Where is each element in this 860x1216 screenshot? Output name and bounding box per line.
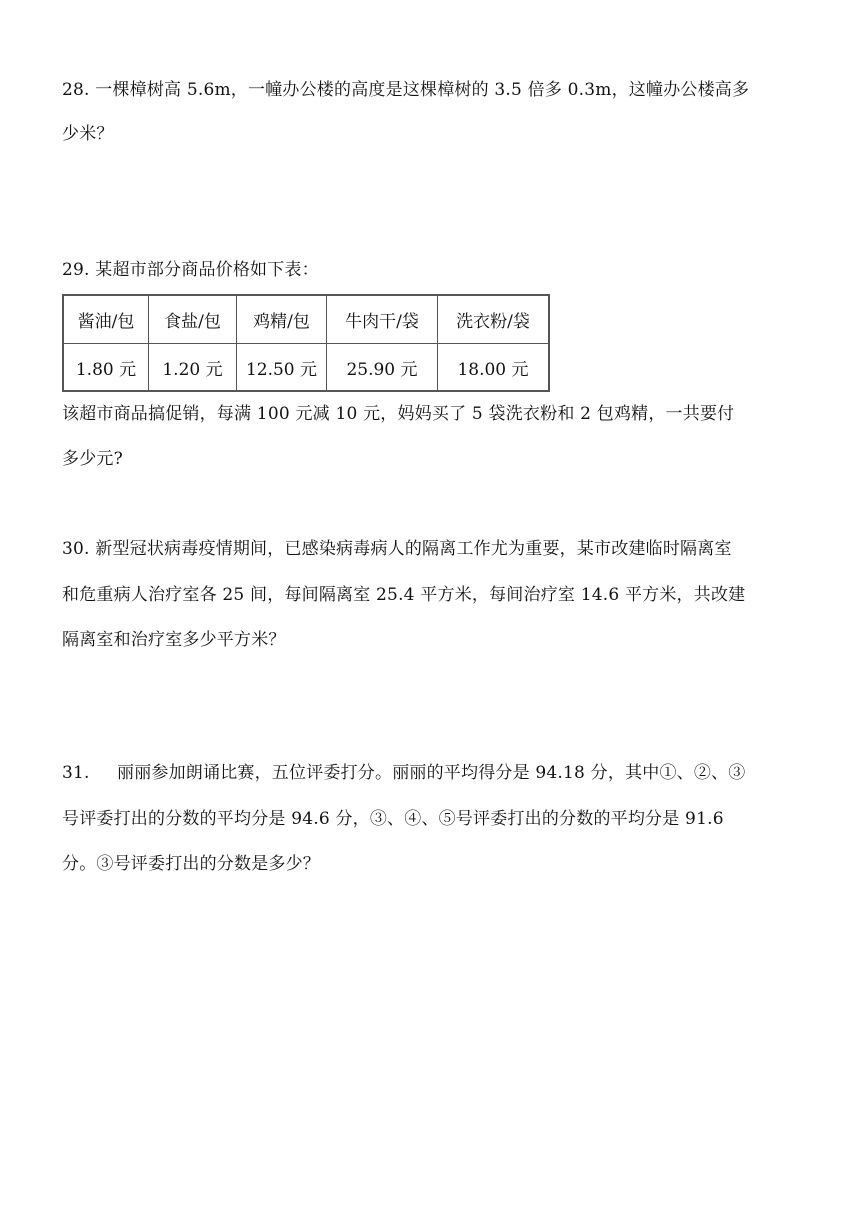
price-table-header-row bbox=[63, 295, 549, 344]
header-laundry-powder: 洗衣粉/袋 bbox=[438, 295, 550, 344]
q28-line-1: 28. 一棵樟树高 5.6m，一幢办公楼的高度是这棵樟树的 3.5 倍多 0.3m，这幢办公楼高多 bbox=[62, 80, 750, 100]
q31-line-3: 分。③号评委打出的分数是多少？ bbox=[62, 854, 320, 874]
price-table-price-row bbox=[63, 344, 549, 392]
q30-line-3: 隔离室和治疗室多少平方米？ bbox=[62, 630, 286, 650]
q28-line-2: 少米？ bbox=[62, 124, 114, 144]
price-soy-sauce: 1.80 元 bbox=[63, 344, 149, 392]
header-salt: 食盐/包 bbox=[149, 295, 237, 344]
q29-intro: 29. 某超市部分商品价格如下表： bbox=[62, 260, 319, 280]
header-soy-sauce: 酱油/包 bbox=[63, 295, 149, 344]
q31-number: 31. bbox=[62, 763, 90, 783]
price-table bbox=[62, 294, 550, 392]
q31-line-1-text: 丽丽参加朗诵比赛，五位评委打分。丽丽的平均得分是 94.18 分，其中①、②、③ bbox=[117, 763, 746, 783]
header-chicken-essence: 鸡精/包 bbox=[237, 295, 327, 344]
price-laundry-powder: 18.00 元 bbox=[438, 344, 550, 392]
q31-line-1 bbox=[62, 761, 842, 785]
header-beef-jerky: 牛肉干/袋 bbox=[327, 295, 438, 344]
price-beef-jerky: 25.90 元 bbox=[327, 344, 438, 392]
price-chicken-essence: 12.50 元 bbox=[237, 344, 327, 392]
q29-line-2: 多少元? bbox=[62, 449, 123, 469]
q29-line-1: 该超市商品搞促销，每满 100 元减 10 元，妈妈买了 5 袋洗衣粉和 2 包鸡精，一共要付 bbox=[62, 404, 735, 424]
q30-line-2: 和危重病人治疗室各 25 间，每间隔离室 25.4 平方米，每间治疗室 14.6 平方米，共改建 bbox=[62, 585, 746, 605]
q31-line-2: 号评委打出的分数的平均分是 94.6 分，③、④、⑤号评委打出的分数的平均分是 91.6 bbox=[62, 809, 724, 829]
q30-line-1: 30. 新型冠状病毒疫情期间，已感染病毒病人的隔离工作尤为重要，某市改建临时隔离室 bbox=[62, 539, 732, 559]
price-salt: 1.20 元 bbox=[149, 344, 237, 392]
